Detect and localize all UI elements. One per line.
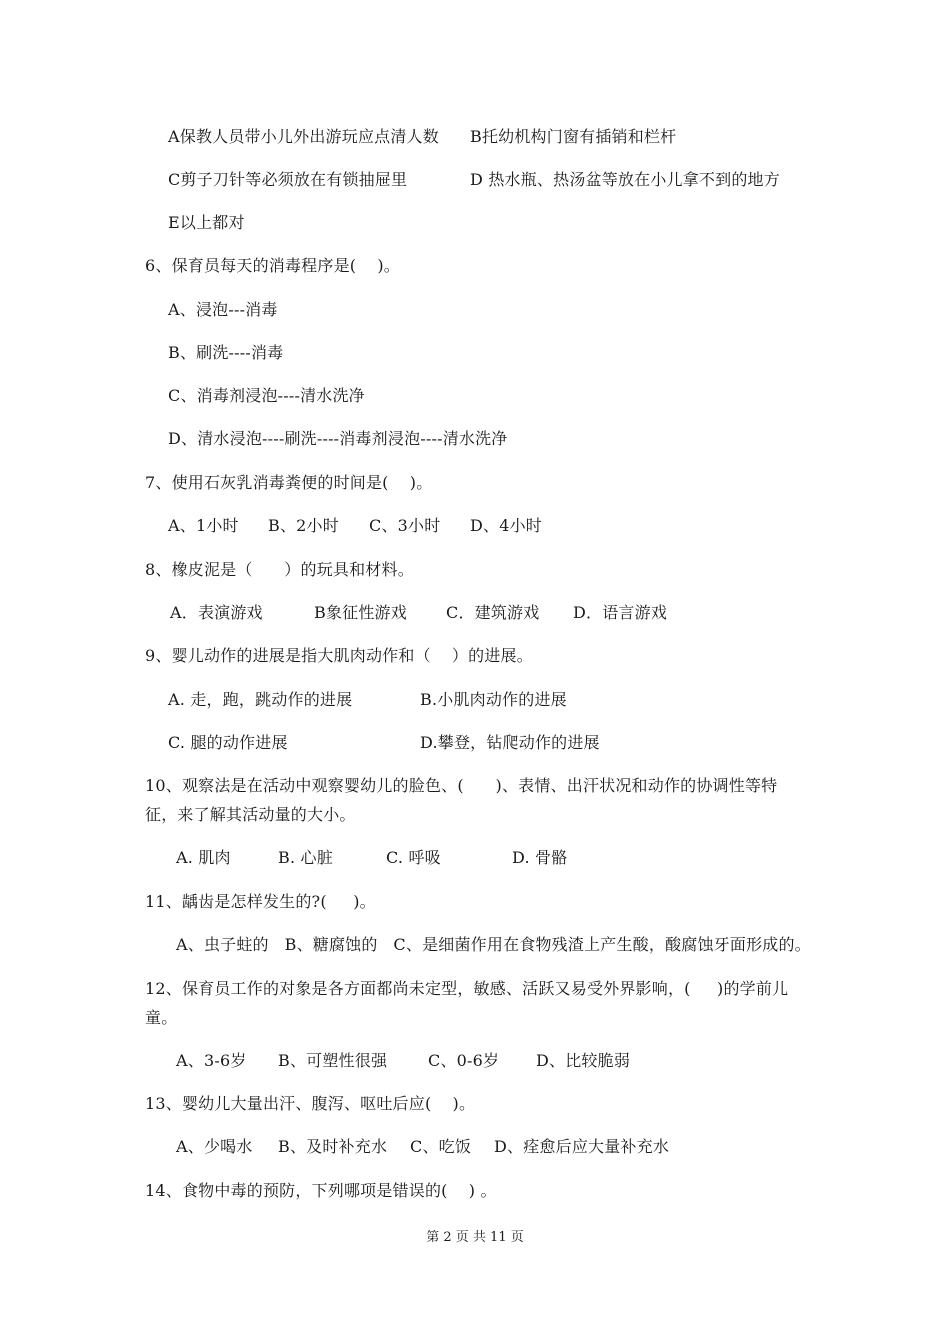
q5-option-d: D 热水瓶、热汤盆等放在小儿拿不到的地方 xyxy=(470,170,780,189)
q12-option-c: C、0-6岁 xyxy=(428,1051,500,1070)
q13-option-c: C、吃饭 xyxy=(410,1137,472,1156)
q9-option-b: B.小肌肉动作的进展 xyxy=(420,690,567,709)
q5-option-b: B托幼机构门窗有插销和栏杆 xyxy=(470,127,677,146)
q9-option-d: D.攀登，钻爬动作的进展 xyxy=(420,733,600,752)
q6-option-b: B、刷洗----消毒 xyxy=(168,343,284,362)
q7-option-d: D、4小时 xyxy=(470,516,543,535)
q12-option-b: B、可塑性很强 xyxy=(278,1051,388,1070)
q5-option-e: E以上都对 xyxy=(168,213,245,232)
q9-option-a: A. 走，跑，跳动作的进展 xyxy=(168,690,353,709)
q7-stem: 7、使用石灰乳消毒粪便的时间是( )。 xyxy=(145,473,433,492)
q6-option-c: C、消毒剂浸泡----清水洗净 xyxy=(168,386,365,405)
q13-stem: 13、婴幼儿大量出汗、腹泻、呕吐后应( )。 xyxy=(145,1094,476,1113)
page-footer: 第 2 页 共 11 页 xyxy=(426,1230,524,1245)
q8-option-b: B象征性游戏 xyxy=(314,603,407,622)
q7-option-c: C、3小时 xyxy=(369,516,441,535)
q9-stem: 9、婴儿动作的进展是指大肌肉动作和（ ）的进展。 xyxy=(145,646,533,665)
q12-stem-line2: 童。 xyxy=(145,1008,178,1027)
q10-option-a: A. 肌肉 xyxy=(176,848,231,867)
q8-option-d: D．语言游戏 xyxy=(573,603,668,622)
q6-option-a: A、浸泡---消毒 xyxy=(168,300,278,319)
q10-stem-line2: 征，来了解其活动量的大小。 xyxy=(145,805,356,824)
q13-option-a: A、少喝水 xyxy=(176,1137,253,1156)
q9-option-c: C. 腿的动作进展 xyxy=(168,733,288,752)
q12-option-d: D、比较脆弱 xyxy=(536,1051,631,1070)
q10-stem-line1: 10、观察法是在活动中观察婴幼儿的脸色、( )、表情、出汗状况和动作的协调性等特 xyxy=(145,776,778,795)
q12-option-a: A、3-6岁 xyxy=(176,1051,247,1070)
q7-option-b: B、2小时 xyxy=(268,516,339,535)
q8-stem: 8、橡皮泥是（ ）的玩具和材料。 xyxy=(145,560,414,579)
q10-option-d: D. 骨骼 xyxy=(512,848,568,867)
q6-option-d: D、清水浸泡----刷洗----消毒剂浸泡----清水洗净 xyxy=(168,429,508,448)
q11-stem: 11、龋齿是怎样发生的?( )。 xyxy=(145,892,376,911)
q6-stem: 6、保育员每天的消毒程序是( )。 xyxy=(145,256,401,275)
q8-option-a: A．表演游戏 xyxy=(170,603,263,622)
q13-option-b: B、及时补充水 xyxy=(278,1137,388,1156)
q8-option-c: C．建筑游戏 xyxy=(446,603,540,622)
q13-option-d: D、痊愈后应大量补充水 xyxy=(494,1137,670,1156)
q10-option-c: C. 呼吸 xyxy=(386,848,441,867)
q5-option-c: C剪子刀针等必须放在有锁抽屉里 xyxy=(168,170,408,189)
q7-option-a: A、1小时 xyxy=(168,516,239,535)
q10-option-b: B. 心脏 xyxy=(278,848,333,867)
q14-stem: 14、食物中毒的预防，下列哪项是错误的( ) 。 xyxy=(145,1181,497,1200)
q11-options: A、虫子蛀的 B、糖腐蚀的 C、是细菌作用在食物残渣上产生酸，酸腐蚀牙面形成的。 xyxy=(176,935,811,954)
q12-stem-line1: 12、保育员工作的对象是各方面都尚未定型，敏感、活跃又易受外界影响，( )的学前儿 xyxy=(145,979,789,998)
q5-option-a: A保教人员带小儿外出游玩应点清人数 xyxy=(168,127,439,146)
